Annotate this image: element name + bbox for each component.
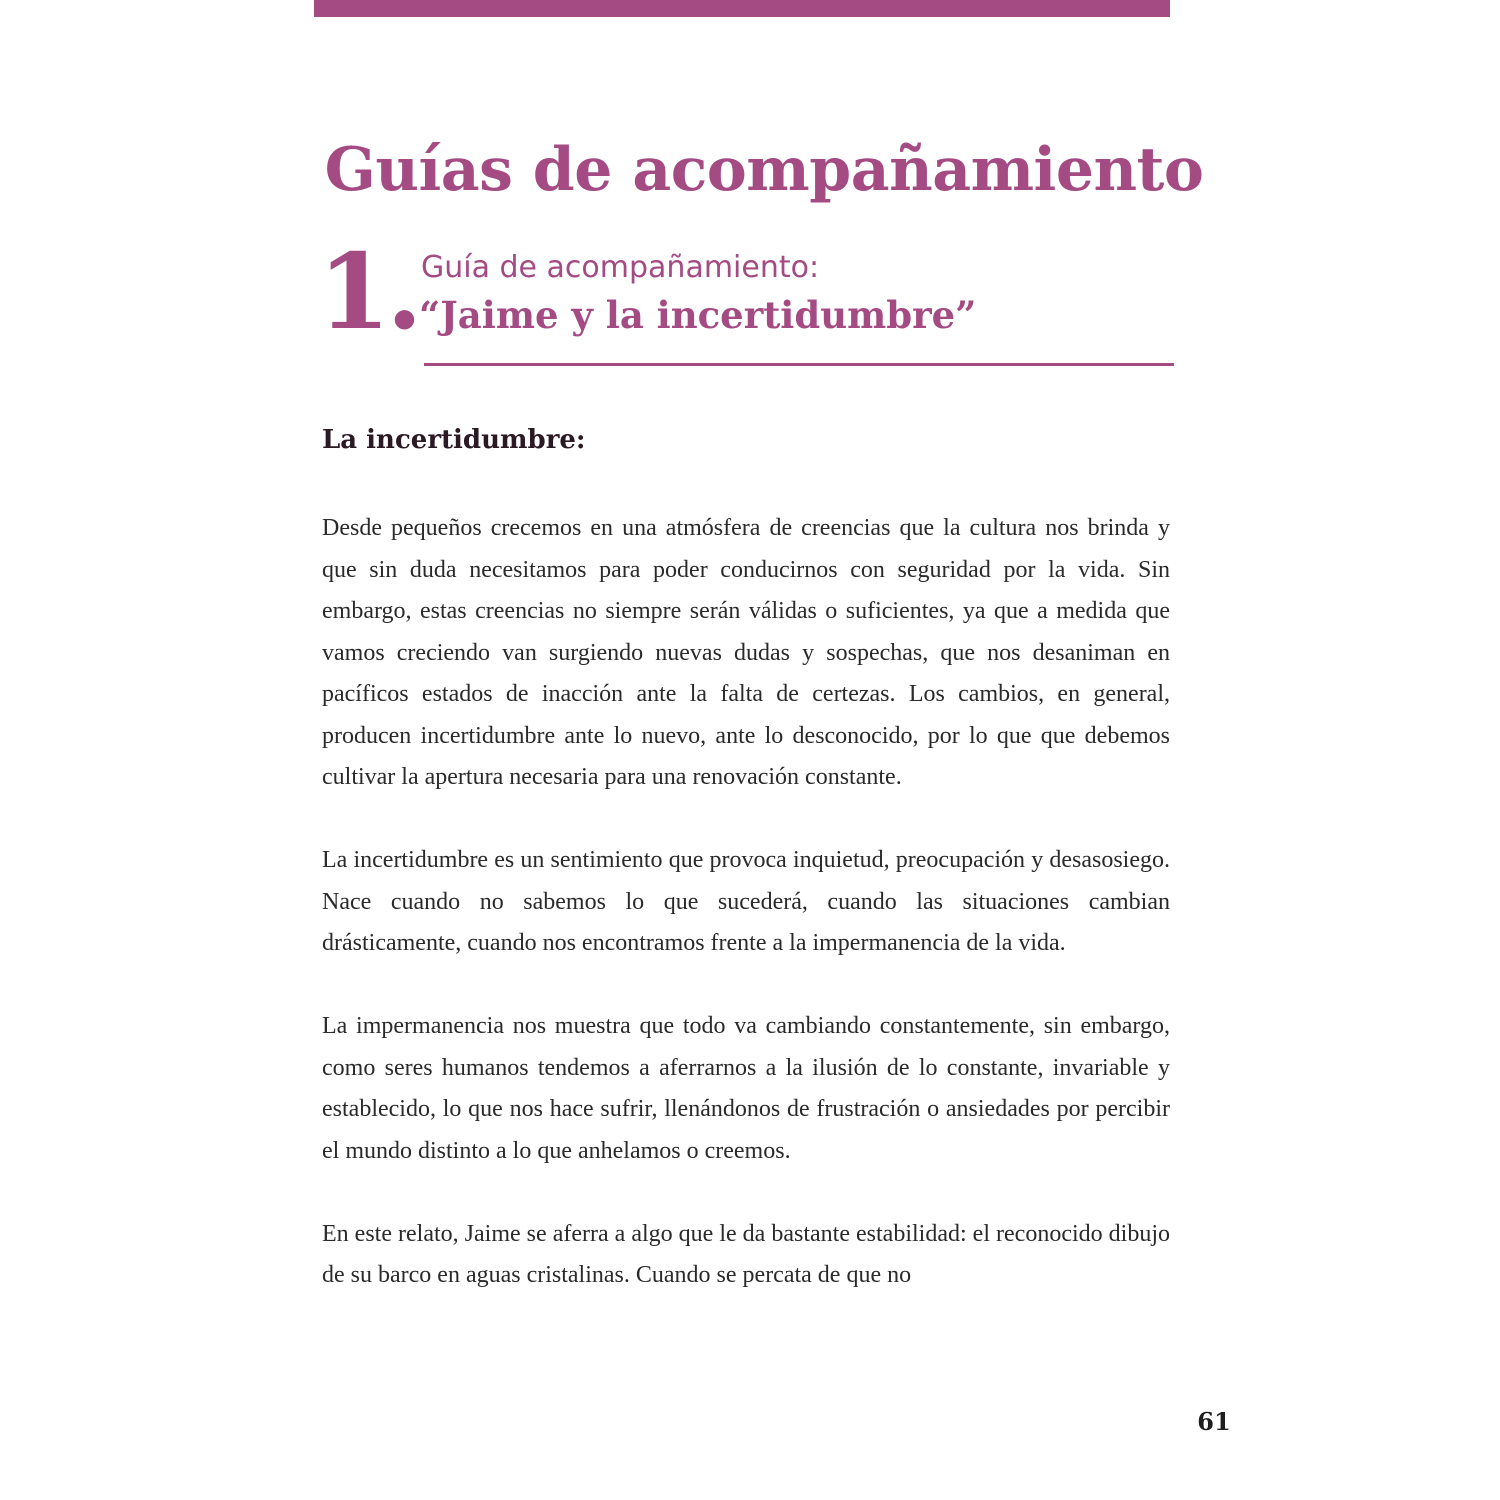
title-divider bbox=[424, 363, 1174, 366]
page-title: Guías de acompañamiento bbox=[324, 135, 1204, 205]
guide-title: “Jaime y la incertidumbre” bbox=[419, 293, 977, 337]
paragraph: Desde pequeños crecemos en una atmósfera de creencias que la cultura nos brinda y que sin duda necesitamos para poder conducirnos con seguridad por la vida. Sin embargo, estas creencias no siempre serán válidas o suficientes, ya que a medida que vamos creciendo van surgiendo nuevas dudas y sospechas, que nos desaniman en pacíficos estados de inacción ante la falta de certezas. Los cambios, en general, producen incertidumbre ante lo nuevo, ante lo desconocido, por lo que que debemos cultivar la apertura necesaria para una renovación constante. bbox=[322, 515, 1170, 790]
section-subheading: La incertidumbre: bbox=[322, 425, 586, 455]
page-number: 61 bbox=[1197, 1407, 1231, 1436]
paragraph: La incertidumbre es un sentimiento que provoca inquietud, preocupación y desasosiego. Nace cuando no sabemos lo que sucederá, cuando las situaciones cambian drásticamente, cuando nos encontramos frente a la impermanencia de la vida. bbox=[322, 847, 1170, 956]
guide-label: Guía de acompañamiento: bbox=[421, 250, 820, 285]
top-accent-bar bbox=[314, 0, 1170, 17]
paragraph: En este relato, Jaime se aferra a algo que le da bastante estabilidad: el reconocido dibujo de su barco en aguas cristalinas. Cuando se percata de que no bbox=[322, 1220, 1170, 1288]
paragraph: La impermanencia nos muestra que todo va cambiando constantemente, sin embargo, como seres humanos tendemos a aferrarnos a la ilusión de lo constante, invariable y establecido, lo que nos hace sufrir, llenándonos de frustración o ansiedades por percibir el mundo distinto a lo que anhelamos o creemos. bbox=[322, 1013, 1170, 1164]
body-text bbox=[322, 508, 1170, 1383]
section-number: 1. bbox=[318, 230, 419, 353]
